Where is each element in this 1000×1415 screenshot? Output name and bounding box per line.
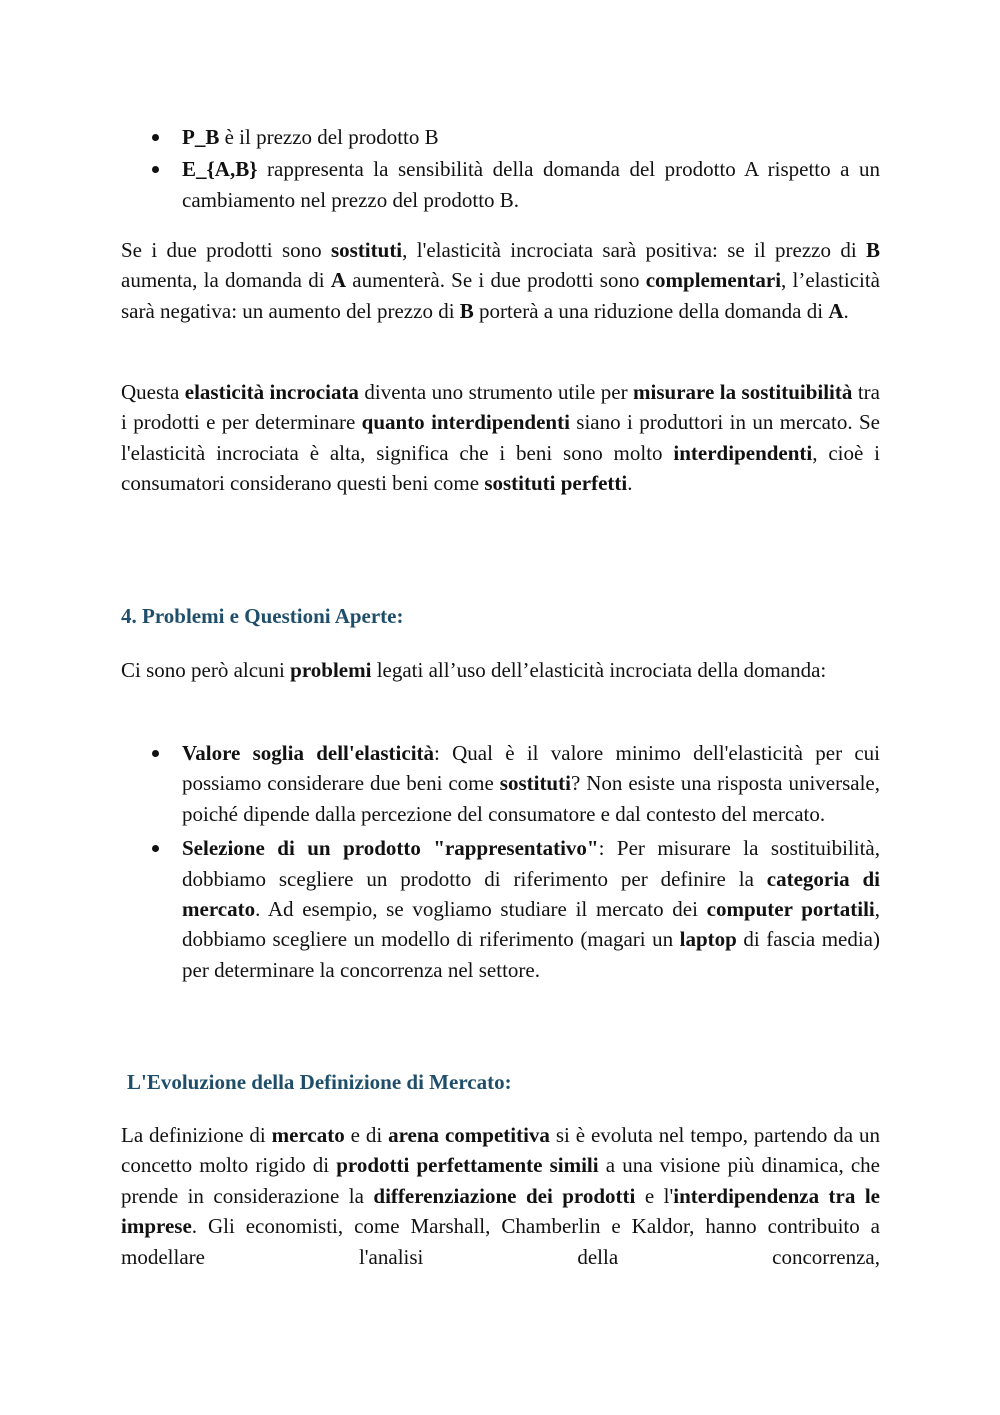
text-run: . Ad esempio, se vogliamo studiare il mercato dei: [255, 897, 707, 922]
top-bullet-list: [121, 122, 880, 217]
text-run: si è evoluta nel tempo, partendo da un concetto molto rigido di: [121, 1123, 880, 1178]
text-run: misurare la sostituibilità: [633, 380, 853, 404]
list-item: [121, 122, 880, 152]
text-run: complementari: [645, 268, 782, 293]
text-run: sostituti: [330, 238, 403, 262]
section-heading-problems: 4. Problemi e Questioni Aperte:: [121, 604, 404, 628]
text-run: a una visione più dinamica, che prende in considerazione la: [121, 1153, 880, 1208]
paragraph-problems-intro: [121, 655, 880, 685]
list-item: [121, 738, 880, 829]
text-run: quanto interdipendenti: [361, 410, 570, 435]
term-eab: E_{A,B}: [182, 157, 258, 182]
text-run: B: [459, 298, 474, 323]
text-run: di fascia media) per determinare la concorrenza nel settore.: [182, 927, 880, 982]
text-run: e di: [344, 1123, 389, 1147]
text-run: mercato: [271, 1123, 345, 1147]
problems-bullet-list: [121, 738, 880, 987]
bullet-icon: [152, 134, 159, 141]
text-run: aumenterà. Se i due prodotti sono: [346, 268, 646, 293]
paragraph-substitutes: [121, 235, 880, 326]
text-run: . Gli economisti, come Marshall, Chamberlin e Kaldor, hanno contribuito a modellare l'analisi della concorrenza,: [121, 1214, 880, 1269]
text-run: problemi: [290, 658, 372, 682]
text-run: porterà a una riduzione della domanda di: [473, 298, 829, 323]
text-run: .: [843, 298, 849, 323]
text-run: interdipendenti: [673, 440, 813, 465]
text-run: interdipendenza tra le imprese: [121, 1183, 880, 1239]
text-run: aumenta, la domanda di: [121, 268, 331, 293]
text-run: Valore soglia dell'elasticità: [182, 741, 435, 765]
text-run: , l’elasticità sarà negativa: un aumento del prezzo di: [121, 268, 880, 323]
text-run: ? Non esiste una risposta universale, poiché dipende dalla percezione del consumatore e dal contesto del mercato.: [182, 771, 880, 826]
text-run: arena competitiva: [388, 1123, 550, 1147]
bullet-icon: [152, 166, 159, 173]
text-run: Ci sono però alcuni: [121, 658, 291, 682]
paragraph-cross-elasticity: [121, 377, 880, 499]
text-run: tra i prodotti e per determinare: [121, 380, 880, 435]
text-run: : Qual è il valore minimo dell'elasticità per cui possiamo considerare due beni come: [182, 741, 881, 796]
text-run: , dobbiamo scegliere un modello di riferimento (magari un: [182, 897, 880, 952]
text-run: B: [865, 238, 880, 262]
list-item: [121, 833, 880, 985]
text-run: : Per misurare la sostituibilità, dobbiamo scegliere un prodotto di riferimento per definire la: [182, 836, 880, 891]
bullet-icon: [152, 750, 159, 757]
text-run: e l': [635, 1183, 674, 1208]
text-run: differenziazione dei prodotti: [373, 1183, 636, 1208]
paragraph-market-definition: [121, 1120, 880, 1272]
text-run: prodotti perfettamente simili: [336, 1153, 599, 1178]
text-run: sostituti perfetti: [484, 471, 628, 496]
text-run: diventa uno strumento utile per: [358, 380, 634, 404]
bullet-icon: [152, 845, 159, 852]
term-pb: P_B: [182, 125, 220, 149]
text-run: Selezione di un prodotto "rappresentativo": [182, 836, 599, 861]
text-run: , cioè i consumatori considerano questi beni come: [121, 440, 881, 496]
text-run: La definizione di: [121, 1123, 272, 1147]
text-run: .: [627, 471, 633, 496]
text-run: , l'elasticità incrociata sarà positiva: se il prezzo di: [402, 238, 866, 262]
text-run: sostituti: [499, 771, 571, 796]
text-run: laptop: [679, 927, 737, 952]
section-heading-market-evolution: L'Evoluzione della Definizione di Mercato:: [127, 1070, 512, 1094]
text-run: Questa: [121, 380, 185, 404]
text-run: A: [828, 298, 844, 323]
text-run: A: [330, 268, 346, 293]
list-item-text: è il prezzo del prodotto B: [219, 125, 439, 149]
list-item-text: rappresenta la sensibilità della domanda del prodotto A rispetto a un cambiamento nel prezzo del prodotto B.: [182, 157, 880, 212]
text-run: siano i produttori in un mercato. Se l'elasticità incrociata è alta, significa che i beni sono molto: [121, 410, 880, 465]
text-run: elasticità incrociata: [184, 380, 359, 404]
text-run: categoria di mercato: [182, 866, 880, 922]
text-run: legati all’uso dell’elasticità incrociata della domanda:: [371, 658, 827, 682]
text-run: Se i due prodotti sono: [121, 238, 331, 262]
list-item: [121, 154, 880, 215]
text-run: computer portatili: [706, 897, 875, 922]
